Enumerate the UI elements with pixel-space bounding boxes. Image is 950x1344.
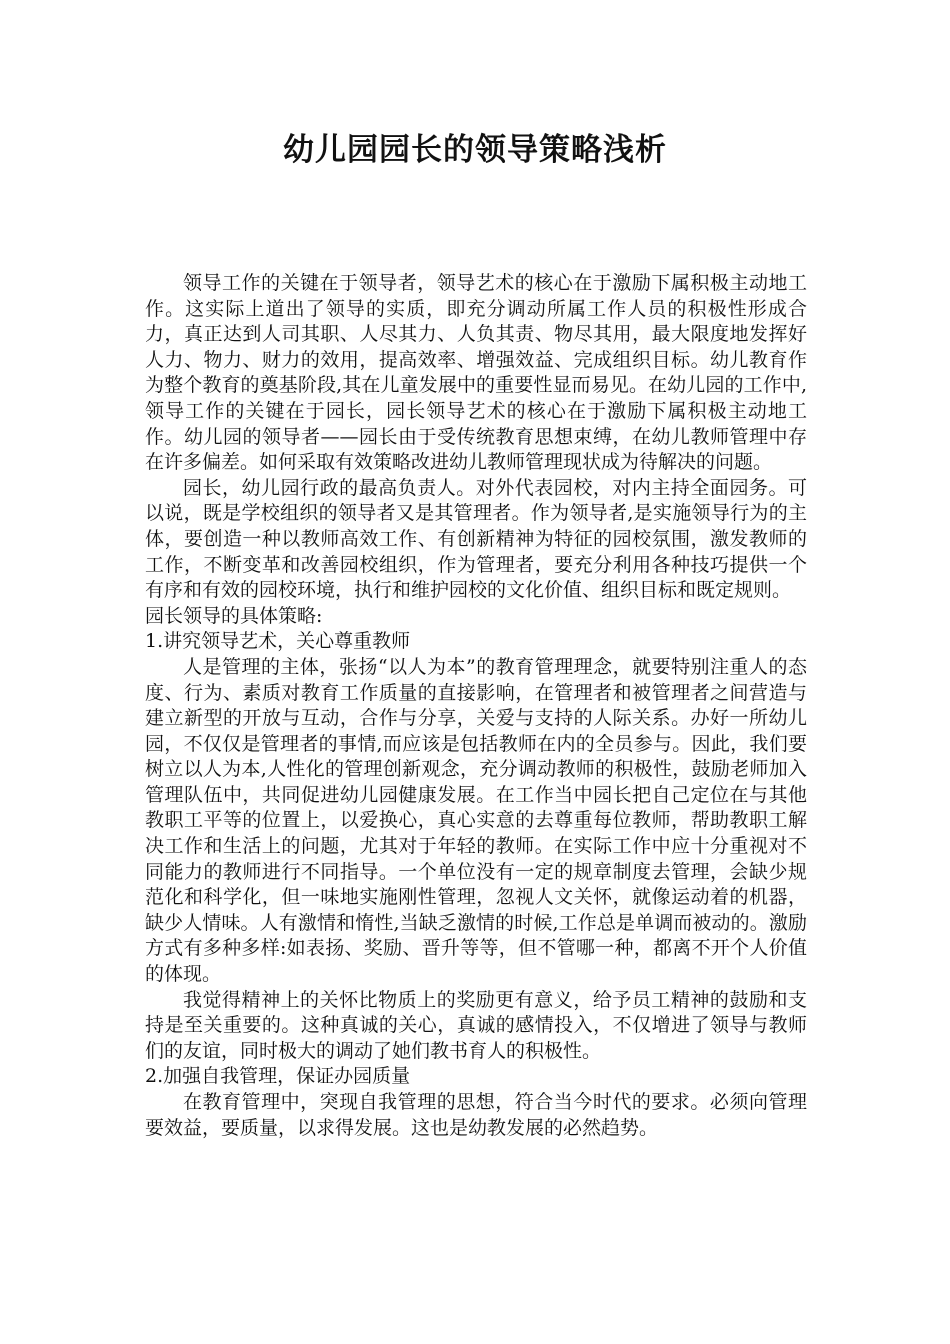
paragraph-principal-role: 园长，幼儿园行政的最高负责人。对外代表园校，对内主持全面园务。可以说，既是学校组织的领导者又是其管理者。作为领导者,是实施领导行为的主体，要创造一种以教师高效工作、有创新精神为特征的园校氛围，激发教师的工作，不断变革和改善园校组织，作为管理者，要充分利用各种技巧提供一个有序和有效的园校环境，执行和维护园校的文化价值、组织目标和既定规则。 [145, 476, 807, 602]
document-title: 幼儿园园长的领导策略浅析 [283, 132, 667, 168]
paragraph-intro: 领导工作的关键在于领导者，领导艺术的核心在于激励下属积极主动地工作。这实际上道出了领导的实质，即充分调动所属工作人员的积极性形成合力，真正达到人司其职、人尽其力、人负其责、物尽其用，最大限度地发挥好人力、物力、财力的效用，提高效率、增强效益、完成组织目标。幼儿教育作为整个教育的奠基阶段,其在儿童发展中的重要性显而易见。在幼儿园的工作中,领导工作的关键在于园长，园长领导艺术的核心在于激励下属积极主动地工作。幼儿园的领导者——园长由于受传统教育思想束缚，在幼儿教师管理中存在许多偏差。如何采取有效策略改进幼儿教师管理现状成为待解决的问题。 [145, 272, 807, 474]
paragraph-people-oriented: 人是管理的主体，张扬“以人为本”的教育管理理念，就要特别注重人的态度、行为、素质对教育工作质量的直接影响，在管理者和被管理者之间营造与建立新型的开放与互动，合作与分享，关爱与支持的人际关系。办好一所幼儿园，不仅仅是管理者的事情,而应该是包括教师在内的全员参与。因此，我们要树立以人为本,人性化的管理创新观念，充分调动教师的积极性，鼓励老师加入管理队伍中，共同促进幼儿园健康发展。在工作当中园长把自己定位在与其他教职工平等的位置上，以爱换心，真心实意的去尊重每位教师，帮助教职工解决工作和生活上的问题，尤其对于年轻的教师。在实际工作中应十分重视对不同能力的教师进行不同指导。一个单位没有一定的规章制度去管理，会缺少规范化和科学化，但一味地实施刚性管理，忽视人文关怀，就像运动着的机器，缺少人情味。人有激情和惰性,当缺乏激情的时候,工作总是单调而被动的。激励方式有多种多样:如表扬、奖励、晋升等等，但不管哪一种，都离不开个人价值的体现。 [145, 655, 807, 986]
subheading-1: 1.讲究领导艺术，关心尊重教师 [145, 630, 411, 653]
paragraph-self-management: 在教育管理中，突现自我管理的思想，符合当今时代的要求。必须向管理要效益，要质量，以求得发展。这也是幼教发展的必然趋势。 [145, 1091, 807, 1139]
paragraph-spiritual-care: 我觉得精神上的关怀比物质上的奖励更有意义，给予员工精神的鼓励和支持是至关重要的。这种真诚的关心，真诚的感情投入，不仅增进了领导与教师们的友谊，同时极大的调动了她们教书育人的积极性。 [145, 988, 807, 1062]
document-body [145, 271, 807, 1141]
section-heading-strategies: 园长领导的具体策略: [145, 604, 323, 627]
subheading-2: 2.加强自我管理，保证办园质量 [145, 1065, 411, 1088]
